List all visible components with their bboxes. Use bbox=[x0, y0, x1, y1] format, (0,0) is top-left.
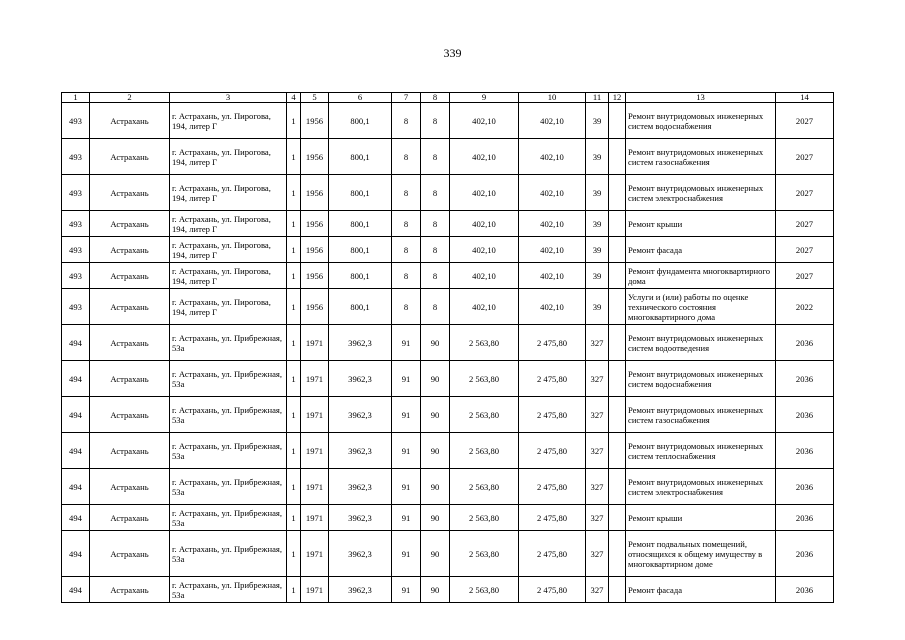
col-year: 1971 bbox=[301, 469, 329, 505]
col-11: 39 bbox=[586, 139, 609, 175]
col-address: г. Астрахань, ул. Прибрежная, 53а bbox=[170, 577, 287, 603]
col-city: Астрахань bbox=[90, 469, 170, 505]
col-11: 327 bbox=[586, 397, 609, 433]
col-area: 800,1 bbox=[329, 263, 392, 289]
col-city: Астрахань bbox=[90, 211, 170, 237]
col-due-year: 2036 bbox=[776, 505, 834, 531]
col-area: 3962,3 bbox=[329, 397, 392, 433]
col-10: 402,10 bbox=[519, 211, 586, 237]
col-12 bbox=[609, 103, 626, 139]
col-11: 327 bbox=[586, 577, 609, 603]
col-8: 90 bbox=[421, 433, 450, 469]
col-number: 493 bbox=[62, 263, 90, 289]
col-9: 2 563,80 bbox=[450, 577, 519, 603]
col-number: 494 bbox=[62, 325, 90, 361]
col-10: 402,10 bbox=[519, 139, 586, 175]
col-11: 327 bbox=[586, 361, 609, 397]
col-8: 8 bbox=[421, 289, 450, 325]
col-address: г. Астрахань, ул. Пирогова, 194, литер Г bbox=[170, 237, 287, 263]
column-header-3: 3 bbox=[170, 93, 287, 103]
col-12 bbox=[609, 505, 626, 531]
column-header-7: 7 bbox=[392, 93, 421, 103]
col-number: 493 bbox=[62, 211, 90, 237]
col-11: 327 bbox=[586, 505, 609, 531]
col-due-year: 2027 bbox=[776, 237, 834, 263]
column-header-10: 10 bbox=[519, 93, 586, 103]
col-8: 8 bbox=[421, 263, 450, 289]
col-area: 3962,3 bbox=[329, 361, 392, 397]
col-4: 1 bbox=[287, 505, 301, 531]
table-row bbox=[62, 433, 834, 469]
col-11: 39 bbox=[586, 103, 609, 139]
col-9: 2 563,80 bbox=[450, 433, 519, 469]
col-address: г. Астрахань, ул. Пирогова, 194, литер Г bbox=[170, 103, 287, 139]
col-8: 90 bbox=[421, 397, 450, 433]
column-header-9: 9 bbox=[450, 93, 519, 103]
col-10: 402,10 bbox=[519, 175, 586, 211]
col-year: 1971 bbox=[301, 325, 329, 361]
col-year: 1956 bbox=[301, 289, 329, 325]
col-work-type: Ремонт крыши bbox=[626, 505, 776, 531]
col-12 bbox=[609, 263, 626, 289]
col-address: г. Астрахань, ул. Пирогова, 194, литер Г bbox=[170, 289, 287, 325]
col-10: 402,10 bbox=[519, 103, 586, 139]
col-year: 1971 bbox=[301, 397, 329, 433]
table-row bbox=[62, 289, 834, 325]
col-8: 8 bbox=[421, 139, 450, 175]
col-due-year: 2036 bbox=[776, 361, 834, 397]
col-due-year: 2027 bbox=[776, 175, 834, 211]
col-work-type: Ремонт фундамента многоквартирного дома bbox=[626, 263, 776, 289]
col-9: 2 563,80 bbox=[450, 469, 519, 505]
col-year: 1971 bbox=[301, 433, 329, 469]
table-header-row bbox=[62, 93, 834, 103]
col-10: 2 475,80 bbox=[519, 361, 586, 397]
col-8: 90 bbox=[421, 577, 450, 603]
col-10: 402,10 bbox=[519, 289, 586, 325]
col-8: 8 bbox=[421, 237, 450, 263]
table-row bbox=[62, 237, 834, 263]
col-city: Астрахань bbox=[90, 397, 170, 433]
col-year: 1956 bbox=[301, 237, 329, 263]
col-number: 493 bbox=[62, 103, 90, 139]
col-11: 39 bbox=[586, 263, 609, 289]
col-area: 800,1 bbox=[329, 237, 392, 263]
column-header-8: 8 bbox=[421, 93, 450, 103]
col-9: 2 563,80 bbox=[450, 531, 519, 577]
col-7: 91 bbox=[392, 361, 421, 397]
col-10: 2 475,80 bbox=[519, 531, 586, 577]
col-work-type: Ремонт внутридомовых инженерных систем газоснабжения bbox=[626, 139, 776, 175]
col-11: 327 bbox=[586, 531, 609, 577]
col-year: 1971 bbox=[301, 505, 329, 531]
col-10: 402,10 bbox=[519, 237, 586, 263]
col-due-year: 2036 bbox=[776, 577, 834, 603]
table-row bbox=[62, 397, 834, 433]
col-11: 39 bbox=[586, 289, 609, 325]
col-10: 2 475,80 bbox=[519, 325, 586, 361]
col-address: г. Астрахань, ул. Пирогова, 194, литер Г bbox=[170, 139, 287, 175]
col-11: 39 bbox=[586, 175, 609, 211]
col-year: 1971 bbox=[301, 577, 329, 603]
col-10: 2 475,80 bbox=[519, 397, 586, 433]
col-7: 8 bbox=[392, 289, 421, 325]
col-9: 402,10 bbox=[450, 211, 519, 237]
col-due-year: 2036 bbox=[776, 469, 834, 505]
col-4: 1 bbox=[287, 531, 301, 577]
col-address: г. Астрахань, ул. Прибрежная, 53а bbox=[170, 397, 287, 433]
col-12 bbox=[609, 325, 626, 361]
col-city: Астрахань bbox=[90, 175, 170, 211]
column-header-2: 2 bbox=[90, 93, 170, 103]
col-7: 91 bbox=[392, 397, 421, 433]
col-7: 8 bbox=[392, 263, 421, 289]
col-number: 493 bbox=[62, 237, 90, 263]
col-city: Астрахань bbox=[90, 505, 170, 531]
col-due-year: 2027 bbox=[776, 103, 834, 139]
col-12 bbox=[609, 361, 626, 397]
col-9: 402,10 bbox=[450, 263, 519, 289]
col-area: 800,1 bbox=[329, 139, 392, 175]
col-9: 402,10 bbox=[450, 289, 519, 325]
col-12 bbox=[609, 237, 626, 263]
col-8: 90 bbox=[421, 531, 450, 577]
col-city: Астрахань bbox=[90, 263, 170, 289]
column-header-11: 11 bbox=[586, 93, 609, 103]
col-7: 91 bbox=[392, 433, 421, 469]
col-11: 39 bbox=[586, 211, 609, 237]
col-year: 1956 bbox=[301, 103, 329, 139]
col-7: 8 bbox=[392, 175, 421, 211]
col-number: 493 bbox=[62, 289, 90, 325]
column-header-1: 1 bbox=[62, 93, 90, 103]
col-work-type: Ремонт внутридомовых инженерных систем газоснабжения bbox=[626, 397, 776, 433]
col-number: 494 bbox=[62, 469, 90, 505]
column-header-12: 12 bbox=[609, 93, 626, 103]
col-area: 800,1 bbox=[329, 289, 392, 325]
table-row bbox=[62, 263, 834, 289]
table-row bbox=[62, 325, 834, 361]
col-number: 494 bbox=[62, 433, 90, 469]
table-row bbox=[62, 505, 834, 531]
col-4: 1 bbox=[287, 211, 301, 237]
col-year: 1956 bbox=[301, 263, 329, 289]
col-work-type: Ремонт внутридомовых инженерных систем электроснабжения bbox=[626, 469, 776, 505]
col-due-year: 2036 bbox=[776, 325, 834, 361]
col-12 bbox=[609, 577, 626, 603]
col-city: Астрахань bbox=[90, 237, 170, 263]
col-address: г. Астрахань, ул. Пирогова, 194, литер Г bbox=[170, 175, 287, 211]
col-9: 402,10 bbox=[450, 139, 519, 175]
col-7: 8 bbox=[392, 211, 421, 237]
col-year: 1956 bbox=[301, 139, 329, 175]
col-12 bbox=[609, 469, 626, 505]
col-area: 3962,3 bbox=[329, 325, 392, 361]
col-due-year: 2027 bbox=[776, 139, 834, 175]
column-header-14: 14 bbox=[776, 93, 834, 103]
col-7: 91 bbox=[392, 531, 421, 577]
table-row bbox=[62, 139, 834, 175]
col-work-type: Ремонт внутридомовых инженерных систем водоснабжения bbox=[626, 361, 776, 397]
col-due-year: 2022 bbox=[776, 289, 834, 325]
col-9: 402,10 bbox=[450, 237, 519, 263]
col-10: 402,10 bbox=[519, 263, 586, 289]
col-4: 1 bbox=[287, 175, 301, 211]
col-9: 2 563,80 bbox=[450, 361, 519, 397]
table-row bbox=[62, 103, 834, 139]
col-area: 800,1 bbox=[329, 211, 392, 237]
col-year: 1956 bbox=[301, 211, 329, 237]
col-11: 39 bbox=[586, 237, 609, 263]
col-area: 3962,3 bbox=[329, 577, 392, 603]
col-year: 1956 bbox=[301, 175, 329, 211]
col-7: 8 bbox=[392, 139, 421, 175]
col-10: 2 475,80 bbox=[519, 469, 586, 505]
col-work-type: Ремонт фасада bbox=[626, 237, 776, 263]
col-9: 402,10 bbox=[450, 175, 519, 211]
col-due-year: 2036 bbox=[776, 531, 834, 577]
table-row bbox=[62, 361, 834, 397]
col-work-type: Ремонт внутридомовых инженерных систем водоотведения bbox=[626, 325, 776, 361]
col-12 bbox=[609, 211, 626, 237]
col-12 bbox=[609, 433, 626, 469]
col-9: 2 563,80 bbox=[450, 397, 519, 433]
col-9: 402,10 bbox=[450, 103, 519, 139]
col-work-type: Ремонт подвальных помещений, относящихся к общему имуществу в многоквартирном доме bbox=[626, 531, 776, 577]
col-number: 494 bbox=[62, 397, 90, 433]
col-area: 3962,3 bbox=[329, 469, 392, 505]
col-7: 91 bbox=[392, 577, 421, 603]
col-4: 1 bbox=[287, 103, 301, 139]
col-work-type: Ремонт крыши bbox=[626, 211, 776, 237]
col-work-type: Ремонт внутридомовых инженерных систем водоснабжения bbox=[626, 103, 776, 139]
col-area: 3962,3 bbox=[329, 531, 392, 577]
col-work-type: Ремонт внутридомовых инженерных систем теплоснабжения bbox=[626, 433, 776, 469]
col-area: 800,1 bbox=[329, 175, 392, 211]
col-number: 494 bbox=[62, 361, 90, 397]
col-4: 1 bbox=[287, 139, 301, 175]
col-city: Астрахань bbox=[90, 139, 170, 175]
col-address: г. Астрахань, ул. Прибрежная, 53а bbox=[170, 505, 287, 531]
col-10: 2 475,80 bbox=[519, 577, 586, 603]
col-work-type: Услуги и (или) работы по оценке технического состояния многоквартирного дома bbox=[626, 289, 776, 325]
col-10: 2 475,80 bbox=[519, 505, 586, 531]
col-work-type: Ремонт фасада bbox=[626, 577, 776, 603]
col-4: 1 bbox=[287, 361, 301, 397]
col-city: Астрахань bbox=[90, 361, 170, 397]
col-due-year: 2036 bbox=[776, 397, 834, 433]
col-12 bbox=[609, 175, 626, 211]
col-4: 1 bbox=[287, 433, 301, 469]
col-address: г. Астрахань, ул. Прибрежная, 53а bbox=[170, 325, 287, 361]
col-due-year: 2027 bbox=[776, 211, 834, 237]
col-11: 327 bbox=[586, 469, 609, 505]
col-8: 90 bbox=[421, 505, 450, 531]
col-address: г. Астрахань, ул. Прибрежная, 53а bbox=[170, 531, 287, 577]
column-header-6: 6 bbox=[329, 93, 392, 103]
col-area: 3962,3 bbox=[329, 433, 392, 469]
table-row bbox=[62, 211, 834, 237]
col-12 bbox=[609, 139, 626, 175]
column-header-4: 4 bbox=[287, 93, 301, 103]
col-10: 2 475,80 bbox=[519, 433, 586, 469]
col-8: 8 bbox=[421, 211, 450, 237]
col-city: Астрахань bbox=[90, 325, 170, 361]
col-7: 91 bbox=[392, 469, 421, 505]
col-city: Астрахань bbox=[90, 577, 170, 603]
col-address: г. Астрахань, ул. Прибрежная, 53а bbox=[170, 469, 287, 505]
col-7: 91 bbox=[392, 325, 421, 361]
col-7: 8 bbox=[392, 237, 421, 263]
col-year: 1971 bbox=[301, 531, 329, 577]
col-4: 1 bbox=[287, 289, 301, 325]
col-12 bbox=[609, 289, 626, 325]
col-11: 327 bbox=[586, 433, 609, 469]
col-8: 8 bbox=[421, 103, 450, 139]
col-4: 1 bbox=[287, 577, 301, 603]
table-row bbox=[62, 577, 834, 603]
capital-repair-table bbox=[61, 92, 834, 603]
col-4: 1 bbox=[287, 237, 301, 263]
col-number: 494 bbox=[62, 531, 90, 577]
col-year: 1971 bbox=[301, 361, 329, 397]
table-row bbox=[62, 175, 834, 211]
col-number: 493 bbox=[62, 175, 90, 211]
table-row bbox=[62, 531, 834, 577]
col-area: 800,1 bbox=[329, 103, 392, 139]
col-number: 493 bbox=[62, 139, 90, 175]
col-7: 91 bbox=[392, 505, 421, 531]
col-address: г. Астрахань, ул. Прибрежная, 53а bbox=[170, 361, 287, 397]
table-row bbox=[62, 469, 834, 505]
col-city: Астрахань bbox=[90, 531, 170, 577]
col-address: г. Астрахань, ул. Пирогова, 194, литер Г bbox=[170, 263, 287, 289]
page-number: 339 bbox=[443, 46, 462, 60]
col-due-year: 2027 bbox=[776, 263, 834, 289]
col-8: 90 bbox=[421, 361, 450, 397]
col-8: 90 bbox=[421, 469, 450, 505]
col-7: 8 bbox=[392, 103, 421, 139]
col-12 bbox=[609, 531, 626, 577]
col-due-year: 2036 bbox=[776, 433, 834, 469]
col-work-type: Ремонт внутридомовых инженерных систем электроснабжения bbox=[626, 175, 776, 211]
col-4: 1 bbox=[287, 397, 301, 433]
column-header-5: 5 bbox=[301, 93, 329, 103]
col-9: 2 563,80 bbox=[450, 325, 519, 361]
col-12 bbox=[609, 397, 626, 433]
col-4: 1 bbox=[287, 263, 301, 289]
col-number: 494 bbox=[62, 577, 90, 603]
col-9: 2 563,80 bbox=[450, 505, 519, 531]
col-number: 494 bbox=[62, 505, 90, 531]
column-header-13: 13 bbox=[626, 93, 776, 103]
col-city: Астрахань bbox=[90, 433, 170, 469]
col-8: 90 bbox=[421, 325, 450, 361]
col-11: 327 bbox=[586, 325, 609, 361]
col-city: Астрахань bbox=[90, 103, 170, 139]
col-area: 3962,3 bbox=[329, 505, 392, 531]
col-address: г. Астрахань, ул. Прибрежная, 53а bbox=[170, 433, 287, 469]
col-address: г. Астрахань, ул. Пирогова, 194, литер Г bbox=[170, 211, 287, 237]
col-8: 8 bbox=[421, 175, 450, 211]
col-city: Астрахань bbox=[90, 289, 170, 325]
col-4: 1 bbox=[287, 325, 301, 361]
col-4: 1 bbox=[287, 469, 301, 505]
